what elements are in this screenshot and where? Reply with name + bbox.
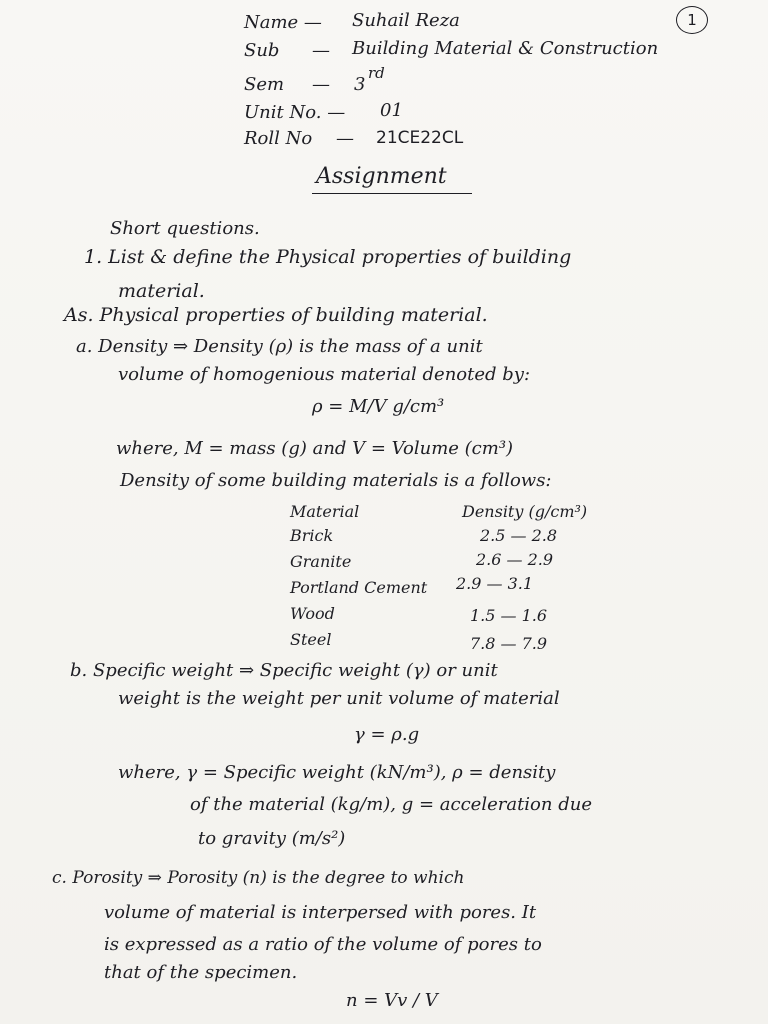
density-table-intro: Density of some building materials is a follows: [120,470,552,491]
sem-label: Sem [244,74,285,95]
table-row-material: Brick [290,526,334,545]
sem-value: 3 [354,74,366,95]
table-row-material: Portland Cement [290,578,428,597]
section-heading: Short questions. [110,218,260,239]
table-row-material: Granite [290,552,352,571]
specific-weight-line-2: weight is the weight per unit volume of material [118,688,560,709]
sem-dash: — [312,74,330,95]
density-formula: ρ = M/V g/cm³ [312,396,445,417]
question-1-line-1: 1. List & define the Physical properties of building [84,246,572,268]
table-row-density: 7.8 — 7.9 [470,634,548,653]
table-row-material: Wood [290,604,335,623]
page-title: Assignment [316,164,447,189]
specific-weight-where-3: to gravity (m/s²) [198,828,346,849]
porosity-line-4: that of the specimen. [104,962,298,983]
porosity-formula: n = Vv / V [346,990,438,1011]
title-underline [312,193,472,194]
name-label: Name — [244,12,322,33]
density-line-1: a. Density ⇒ Density (ρ) is the mass of a unit [76,336,483,357]
specific-weight-formula: γ = ρ.g [354,724,420,745]
specific-weight-where-2: of the material (kg/m), g = acceleration due [190,794,592,815]
roll-label: Roll No [244,128,313,149]
table-header-material: Material [290,502,360,521]
roll-dash: — [336,128,354,149]
roll-value: 21CE22CL [376,128,464,148]
sem-suffix: rd [368,64,385,82]
sub-value: Building Material & Construction [352,38,659,59]
density-line-2: volume of homogenious material denoted by: [118,364,531,385]
name-value: Suhail Reza [352,10,460,31]
page-number-circle [676,6,708,34]
table-row-density: 2.6 — 2.9 [476,550,554,569]
specific-weight-where-1: where, γ = Specific weight (kN/m³), ρ = density [118,762,556,783]
unit-value: 01 [380,100,403,121]
sub-dash: — [312,40,330,61]
specific-weight-line-1: b. Specific weight ⇒ Specific weight (γ) or unit [70,660,498,681]
table-row-density: 2.5 — 2.8 [480,526,558,545]
table-row-density: 1.5 — 1.6 [470,606,548,625]
porosity-line-3: is expressed as a ratio of the volume of pores to [104,934,542,955]
table-header-density: Density (g/cm³) [462,502,588,521]
unit-label: Unit No. — [244,102,346,123]
porosity-line-1: c. Porosity ⇒ Porosity (n) is the degree to which [52,868,465,888]
answer-heading: As. Physical properties of building material. [64,304,488,326]
page-number: 1 [687,11,697,29]
table-row-density: 2.9 — 3.1 [456,574,534,593]
density-where: where, M = mass (g) and V = Volume (cm³) [116,438,514,459]
question-1-line-2: material. [118,280,205,302]
table-row-material: Steel [290,630,332,649]
sub-label: Sub [244,40,280,61]
porosity-line-2: volume of material is interpersed with pores. It [104,902,537,923]
